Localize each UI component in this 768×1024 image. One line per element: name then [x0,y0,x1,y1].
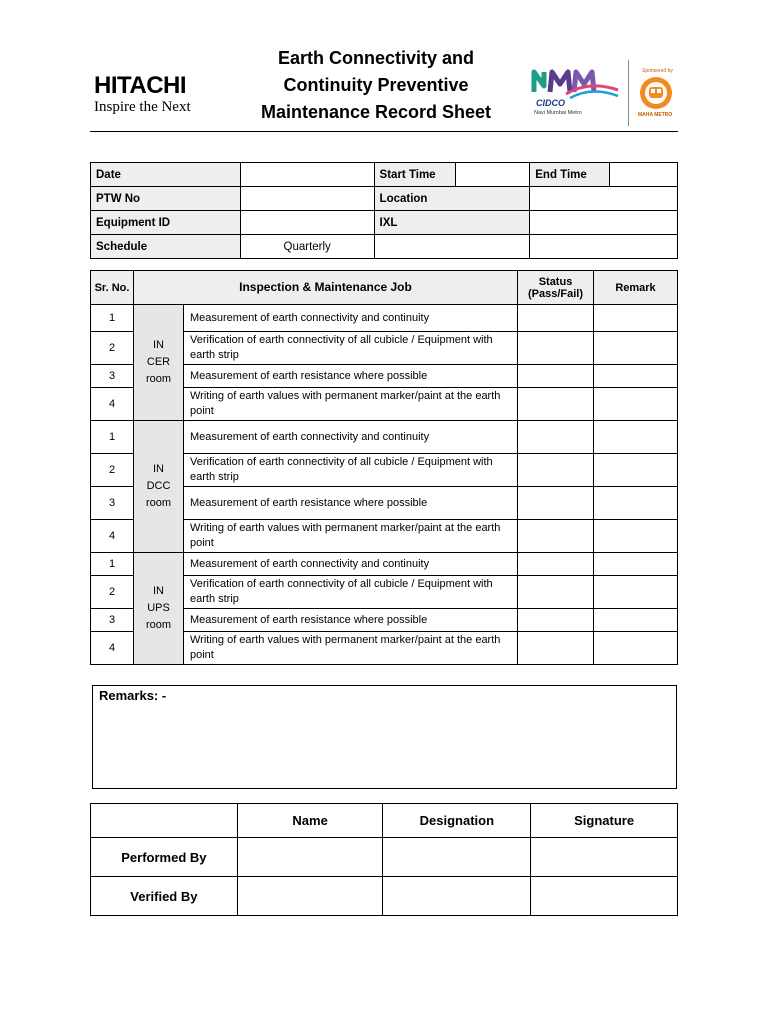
maha-metro-logo-icon [638,75,674,111]
job-cell: Measurement of earth connectivity and continuity [184,421,518,454]
end-time-field[interactable] [610,163,678,187]
designation-header: Designation [383,804,531,838]
status-header: Status (Pass/Fail) [518,271,594,305]
remark-cell[interactable] [594,487,678,520]
sr-no-cell: 2 [91,332,134,365]
remark-cell[interactable] [594,388,678,421]
performed-by-row [91,838,678,877]
verified-by-signature-field[interactable] [531,877,678,916]
document-header [90,40,678,132]
remark-cell[interactable] [594,609,678,632]
location-label: Location [374,187,530,211]
equipment-label: Equipment ID [91,211,241,235]
title-line-1: Earth Connectivity and [277,48,475,68]
remark-cell[interactable] [594,576,678,609]
remark-cell[interactable] [594,520,678,553]
signature-header: Signature [531,804,678,838]
status-cell[interactable] [518,454,594,487]
sr-no-cell: 1 [91,421,134,454]
start-time-field[interactable] [456,163,530,187]
cidco-label: CIDCO [536,98,565,108]
status-cell[interactable] [518,520,594,553]
partner-subtext: Navi Mumbai Metro [534,110,582,116]
name-header: Name [237,804,383,838]
job-cell: Measurement of earth resistance where possible [184,365,518,388]
logo-divider [628,60,629,126]
remark-cell[interactable] [594,632,678,665]
remark-cell[interactable] [594,553,678,576]
sponsor-org: MAHA METRO [638,112,673,118]
status-cell[interactable] [518,576,594,609]
room-line: IN [153,463,164,475]
schedule-extra-field[interactable] [374,235,530,259]
room-line: DCC [146,480,171,492]
job-cell: Measurement of earth connectivity and continuity [184,553,518,576]
performed-by-name-field[interactable] [237,838,383,877]
sr-no-header: Sr. No. [91,271,134,305]
verified-by-row [91,877,678,916]
document-title [246,45,506,126]
info-row-equipment [91,211,678,235]
info-row-schedule [91,235,678,259]
schedule-label: Schedule [91,235,241,259]
sr-no-cell: 2 [91,576,134,609]
table-row [91,421,678,454]
company-tagline: Inspire the Next [94,99,191,115]
status-cell[interactable] [518,388,594,421]
job-cell: Verification of earth connectivity of all cubicle / Equipment with earth strip [184,454,518,487]
ptw-field[interactable] [240,187,374,211]
nmm-logo-icon [530,60,622,100]
room-line: room [145,619,172,631]
sr-no-cell: 3 [91,365,134,388]
start-time-label: Start Time [374,163,456,187]
room-line: IN [153,585,164,597]
verified-by-designation-field[interactable] [383,877,531,916]
sr-no-cell: 2 [91,454,134,487]
location-field[interactable] [530,187,678,211]
room-dcc [134,421,184,553]
signoff-table [90,803,678,916]
schedule-extra-field-2[interactable] [530,235,678,259]
performed-by-label: Performed By [91,838,238,877]
sr-no-cell: 3 [91,487,134,520]
remark-cell[interactable] [594,332,678,365]
partner-logos [530,60,678,130]
performed-by-designation-field[interactable] [383,838,531,877]
company-name: HITACHI [94,72,187,99]
status-cell[interactable] [518,332,594,365]
room-line: CER [146,356,171,368]
status-cell[interactable] [518,632,594,665]
job-cell: Writing of earth values with permanent marker/paint at the earth point [184,520,518,553]
remarks-box[interactable] [92,685,677,789]
room-line: room [145,497,172,509]
performed-by-signature-field[interactable] [531,838,678,877]
title-line-3: Maintenance Record Sheet [260,102,492,122]
job-cell: Measurement of earth resistance where possible [184,487,518,520]
job-cell: Verification of earth connectivity of all cubicle / Equipment with earth strip [184,576,518,609]
date-label: Date [91,163,241,187]
sr-no-cell: 1 [91,305,134,332]
remark-cell[interactable] [594,454,678,487]
signoff-header-row [91,804,678,838]
info-row-ptw [91,187,678,211]
verified-by-label: Verified By [91,877,238,916]
ixl-label: IXL [374,211,530,235]
info-row-date [91,163,678,187]
verified-by-name-field[interactable] [237,877,383,916]
equipment-field[interactable] [240,211,374,235]
date-field[interactable] [240,163,374,187]
ptw-label: PTW No [91,187,241,211]
schedule-value: Quarterly [240,235,374,259]
job-cell: Writing of earth values with permanent marker/paint at the earth point [184,632,518,665]
status-cell[interactable] [518,609,594,632]
hitachi-logo [94,74,191,116]
table-row [91,553,678,576]
sr-no-cell: 4 [91,388,134,421]
remarks-label: Remarks: - [99,688,167,703]
remark-cell[interactable] [594,365,678,388]
signoff-corner-cell [91,804,238,838]
sponsor-text: Sponsored by [642,68,673,74]
sr-no-cell: 4 [91,520,134,553]
job-cell: Measurement of earth resistance where possible [184,609,518,632]
sr-no-cell: 3 [91,609,134,632]
sr-no-cell: 1 [91,553,134,576]
end-time-label: End Time [530,163,610,187]
title-line-2: Continuity Preventive [283,75,469,95]
status-cell[interactable] [518,305,594,332]
remark-cell[interactable] [594,421,678,454]
jobs-header-row [91,271,678,305]
room-line: IN [153,339,164,351]
status-cell[interactable] [518,365,594,388]
sr-no-cell: 4 [91,632,134,665]
job-cell: Writing of earth values with permanent marker/paint at the earth point [184,388,518,421]
room-line: room [145,373,172,385]
room-cer [134,305,184,421]
room-ups [134,553,184,665]
job-cell: Measurement of earth connectivity and continuity [184,305,518,332]
ixl-field[interactable] [530,211,678,235]
remark-header: Remark [594,271,678,305]
job-header: Inspection & Maintenance Job [134,271,518,305]
remark-cell[interactable] [594,305,678,332]
job-info-table [90,162,678,259]
status-cell[interactable] [518,553,594,576]
room-line: UPS [147,602,170,614]
status-cell[interactable] [518,487,594,520]
maintenance-jobs-table [90,270,678,665]
job-cell: Verification of earth connectivity of all cubicle / Equipment with earth strip [184,332,518,365]
status-cell[interactable] [518,421,594,454]
table-row [91,305,678,332]
